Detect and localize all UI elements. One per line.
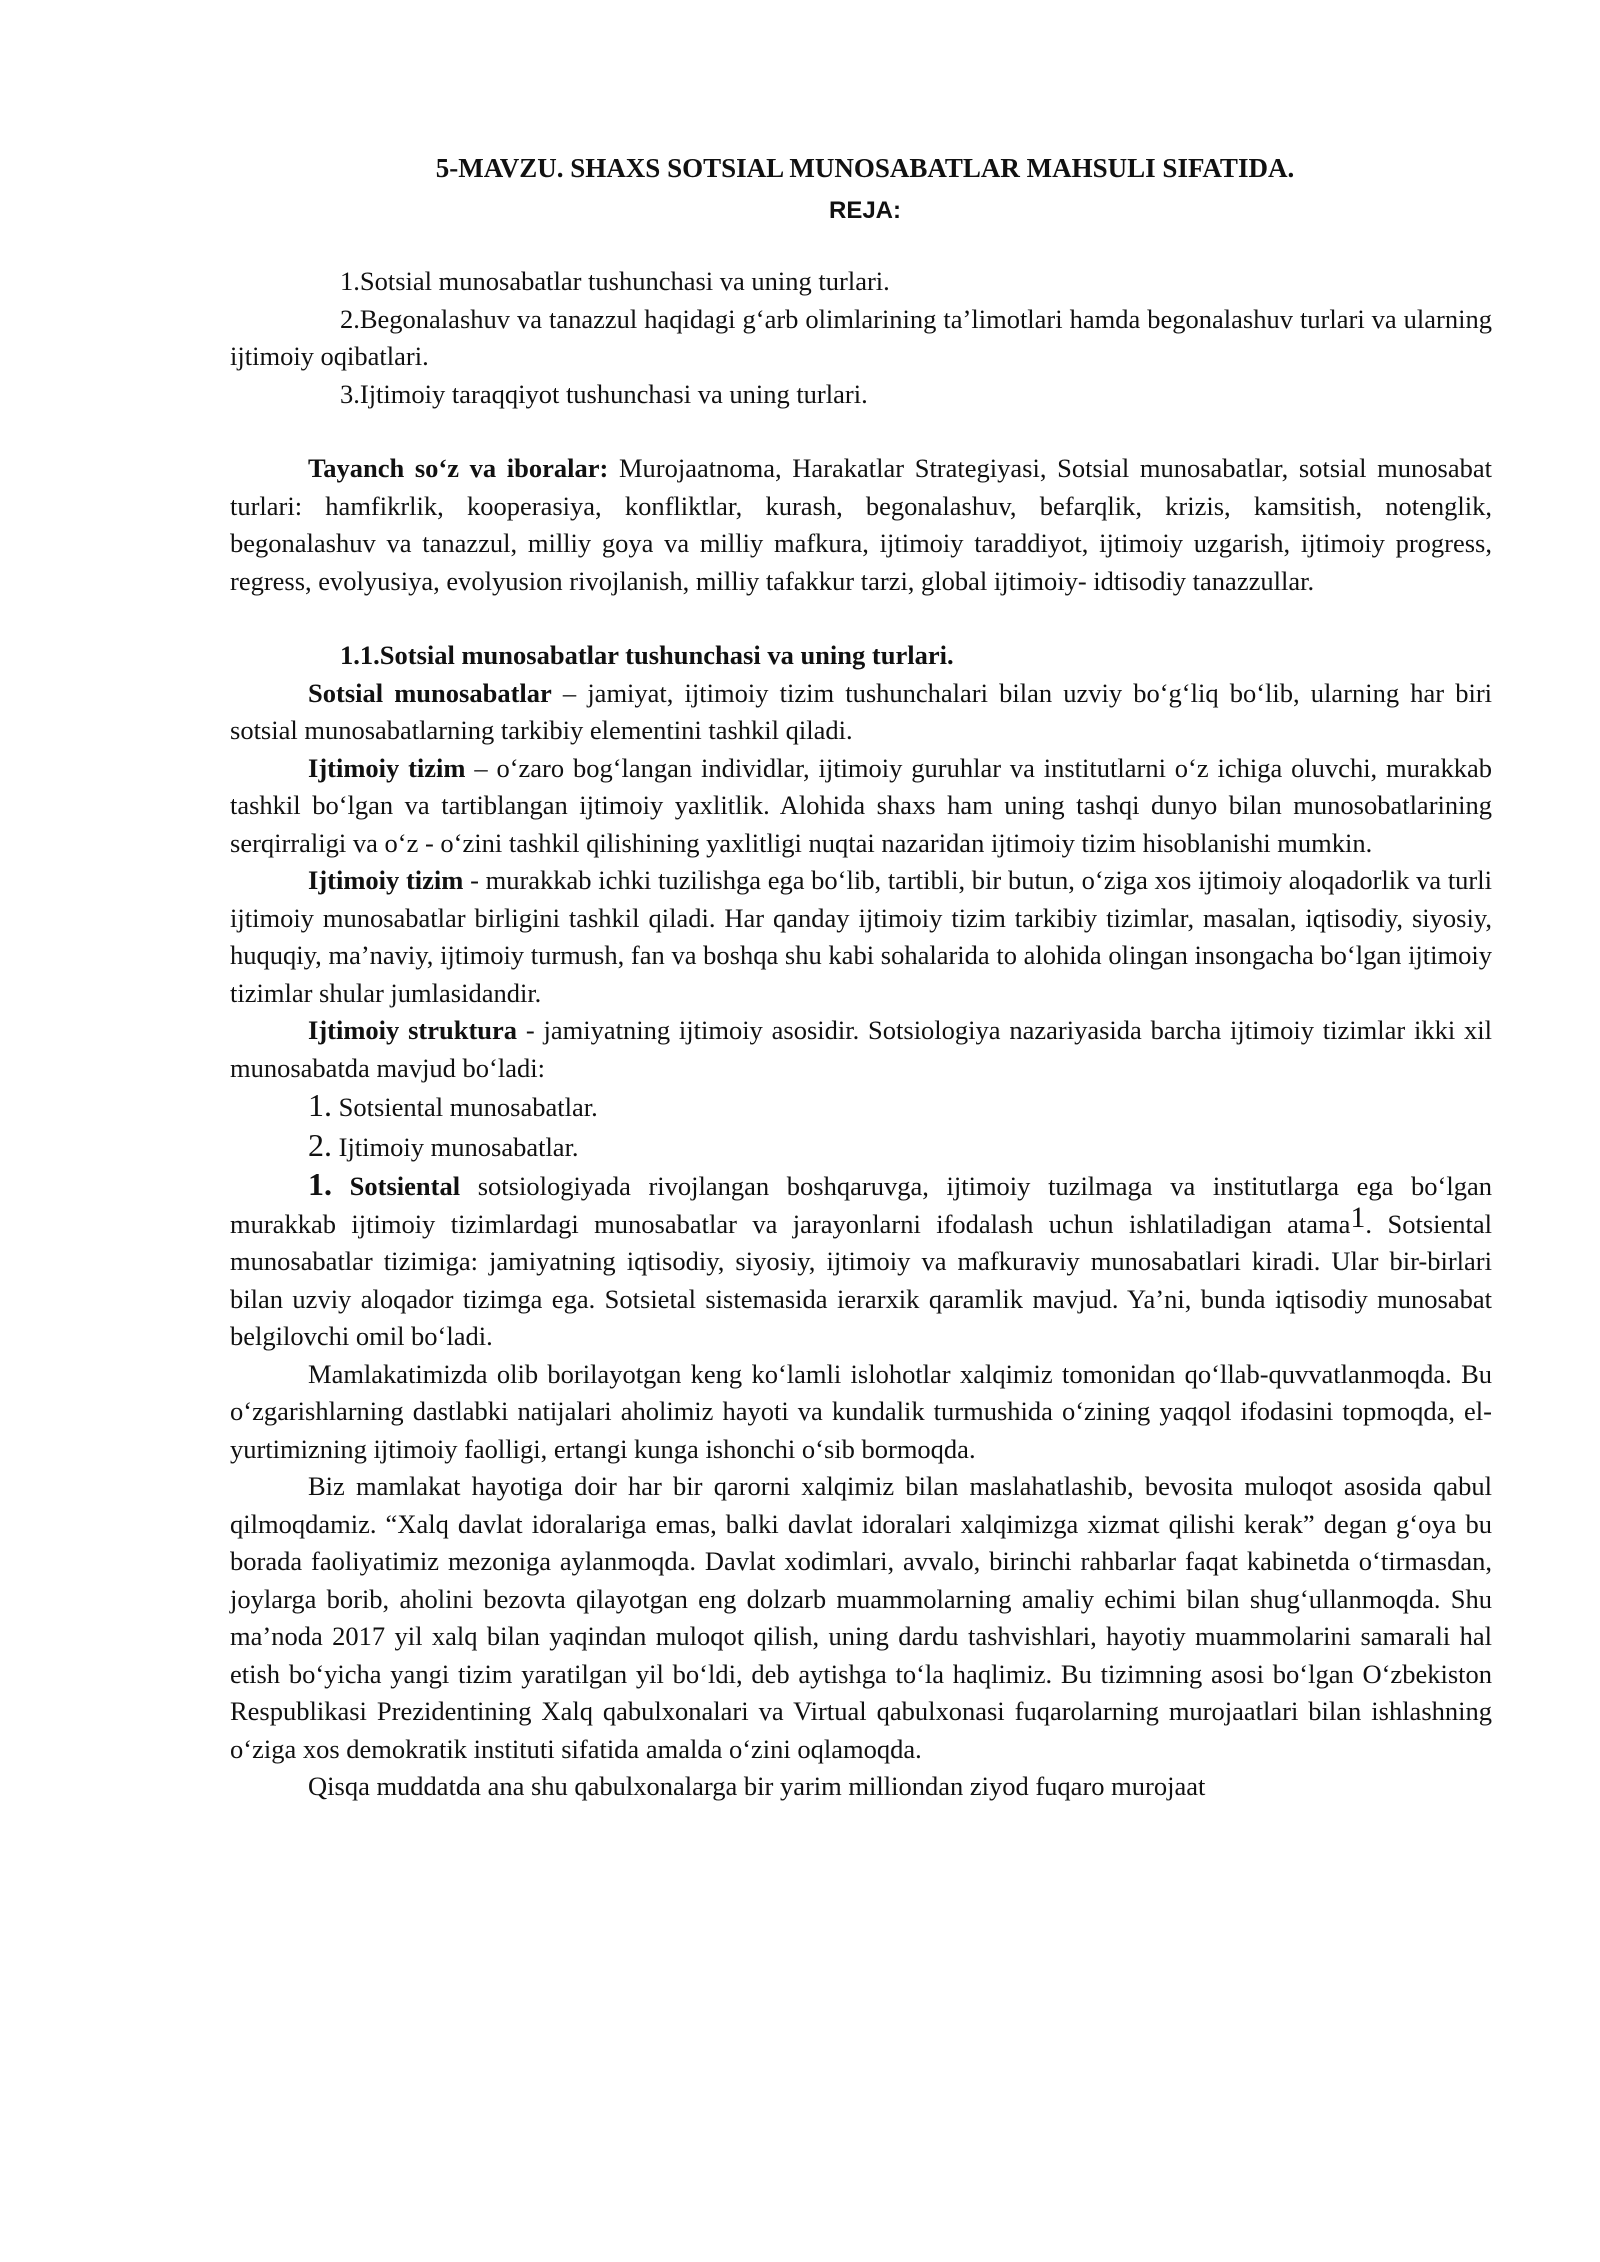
list-text: Sotsiental munosabatlar. — [332, 1092, 598, 1122]
term: Ijtimoiy tizim — [308, 752, 466, 783]
keywords-label: Tayanch so‘z va iboralar: — [308, 453, 609, 483]
keywords-text: Murojaatnoma, Harakatlar Strategiyasi, Sotsial munosabatlar, sotsial munosabat turlari: hamfikrlik, kooperasiya, konfliktlar, kurash, begonalashuv, befarqlik, krizis, kamsitish, notenglik, begonalashuv va tanazzul, milliy goya va milliy mafkura, ijtimoiy taraddiyot, ijtimoiy uzgarish, ijtimoiy progress, regress, evolyusiya, evolyusion rivojlanish, milliy tafakkur tarzi, global ijtimoiy- idtisodiy tanazzullar. — [230, 453, 1492, 596]
keywords-paragraph — [230, 450, 1492, 600]
paragraph-text: - murakkab ichki tuzilishga ega bo‘lib, tartibli, bir butun, o‘ziga xos ijtimoiy aloqadorlik va turli ijtimoiy munosabatlar birligini tashkil qiladi. Har qanday ijtimoiy tizim tarkibiy tizimlar, masalan, iqtisodiy, siyosiy, huquqiy, ma’naviy, ijtimoiy turmush, fan va boshqa shu kabi sohalarida to alohida olingan insongacha bo‘lgan ijtimoiy tizimlar shular jumlasidandir. — [230, 865, 1492, 1008]
list-item — [230, 1087, 1492, 1127]
list-number: 2. — [308, 1126, 332, 1163]
plan-item-1: 1.Sotsial munosabatlar tushunchasi va uning turlari. — [340, 266, 890, 296]
list-number: 1. — [308, 1087, 332, 1123]
paragraph-ijtimoiy-tizim-2 — [230, 862, 1492, 1012]
paragraph-text: – o‘zaro bog‘langan individlar, ijtimoiy guruhlar va institutlarni o‘z ichiga oluvchi, murakkab tashkil bo‘lgan va tartiblangan ijtimoiy yaxlitlik. Alohida shaxs ham uning tashqi dunyo bilan munosobatlarining serqirraligi va o‘z - o‘zini tashkil qilishining yaxlitligi nuqtai nazaridan ijtimoiy tizim hisoblanishi mumkin. — [230, 752, 1492, 858]
list-item — [230, 1127, 1492, 1167]
paragraph-sotsial-munosabatlar — [230, 675, 1492, 750]
term: Ijtimoiy struktura — [308, 1015, 518, 1045]
paragraph-dialogue: Biz mamlakat hayotiga doir har bir qarorni xalqimiz bilan maslahatlashib, bevosita muloqot asosida qabul qilmoqdamiz. “Xalq davlat idoralariga emas, balki davlat idoralari xalqimizga xizmat qilishi kerak” degan g‘oya bu borada faoliyatimiz mezoniga aylanmoqda. Davlat xodimlari, avvalo, birinchi rahbarlar faqat kabinetda o‘tirmasdan, joylarga borib, aholini bezovta qilayotgan eng dolzarb muammolarning amaliy echimi bilan shug‘ullanmoqda. Shu ma’noda 2017 yil xalq bilan yaqindan muloqot qilish, uning dardu tashvishlari, hayotiy muammolarini samarali hal etish bo‘yicha yangi tizim yaratilgan yil bo‘ldi, deb aytishga to‘la haqlimiz. Bu tizimning asosi bo‘lgan O‘zbekiston Respublikasi Prezidentining Xalq qabulxonalari va Virtual qabulxonasi fuqarolarning murojaatlari bilan ishlashning o‘ziga xos demokratik instituti sifatida amalda o‘zini oqlamoqda. — [230, 1471, 1492, 1764]
page-title: 5-MAVZU. SHAXS SOTSIAL MUNOSABATLAR MAHSULI SIFATIDA. — [435, 153, 1295, 183]
plan-heading: REJA: — [828, 197, 901, 224]
paragraph-appeals: Qisqa muddatda ana shu qabulxonalarga bir yarim milliondan ziyod fuqaro murojaat — [308, 1771, 1206, 1801]
list-number: 1. — [308, 1166, 332, 1202]
paragraph-text: – jamiyat, ijtimoiy tizim tushunchalari bilan uzviy bo‘g‘liq bo‘lib, ularning har biri sotsial munosabatlarning tarkibiy elementini tashkil qiladi. — [230, 677, 1493, 745]
paragraph-sotsiental — [230, 1166, 1492, 1356]
footnote-marker[interactable]: 1 — [1350, 1200, 1366, 1234]
plan-item-2: 2.Begonalashuv va tanazzul haqidagi g‘arb olimlarining ta’limotlari hamda begonalashuv turlari va ularning ijtimoiy oqibatlari. — [230, 303, 1492, 371]
term: Sotsial munosabatlar — [308, 677, 552, 708]
paragraph-reforms: Mamlakatimizda olib borilayotgan keng ko‘lamli islohotlar xalqimiz tomonidan qo‘llab-quvvatlanmoqda. Bu o‘zgarishlarning dastlabki natijalari aholimiz hayoti va kundalik turmushida o‘zining yaqqol ifodasini topmoqda, el-yurtimizning ijtimoiy faolligi, ertangi kunga ishonchi o‘sib bormoqda. — [230, 1358, 1492, 1464]
term: Ijtimoiy tizim — [308, 865, 464, 895]
section-heading: 1.1.Sotsial munosabatlar tushunchasi va uning turlari. — [340, 640, 954, 670]
paragraph-text: sotsiologiyada rivojlangan boshqaruvga, ijtimoiy tuzilmaga va institutlarga ega bo‘lgan murakkab ijtimoiy tizimlardagi munosabatlar va jarayonlarni ifodalash uchun ishlatiladigan atama — [230, 1171, 1492, 1239]
paragraph-ijtimoiy-struktura — [230, 1012, 1492, 1087]
paragraph-text: - jamiyatning ijtimoiy asosidir. Sotsiologiya nazariyasida barcha ijtimoiy tizimlar ikki xil munosabatda mavjud bo‘ladi: — [230, 1015, 1492, 1083]
paragraph-ijtimoiy-tizim-1 — [230, 750, 1492, 863]
document-body — [230, 263, 1492, 1806]
plan-item-3: 3.Ijtimoiy taraqqiyot tushunchasi va uning turlari. — [340, 378, 868, 409]
list-text: Ijtimoiy munosabatlar. — [332, 1131, 579, 1162]
term: Sotsiental — [332, 1171, 461, 1201]
paragraph-text: . Sotsiental munosabatlar tizimiga: jamiyatning iqtisodiy, siyosiy, ijtimoiy va mafkuraviy munosabatlari kiradi. Ular bir-birlari bilan uzviy aloqador tizimga ega. Sotsietal sistemasida ierarxik qaramlik mavjud. Ya’ni, bunda iqtisodiy munosabat belgilovchi omil bo‘ladi. — [230, 1208, 1492, 1351]
